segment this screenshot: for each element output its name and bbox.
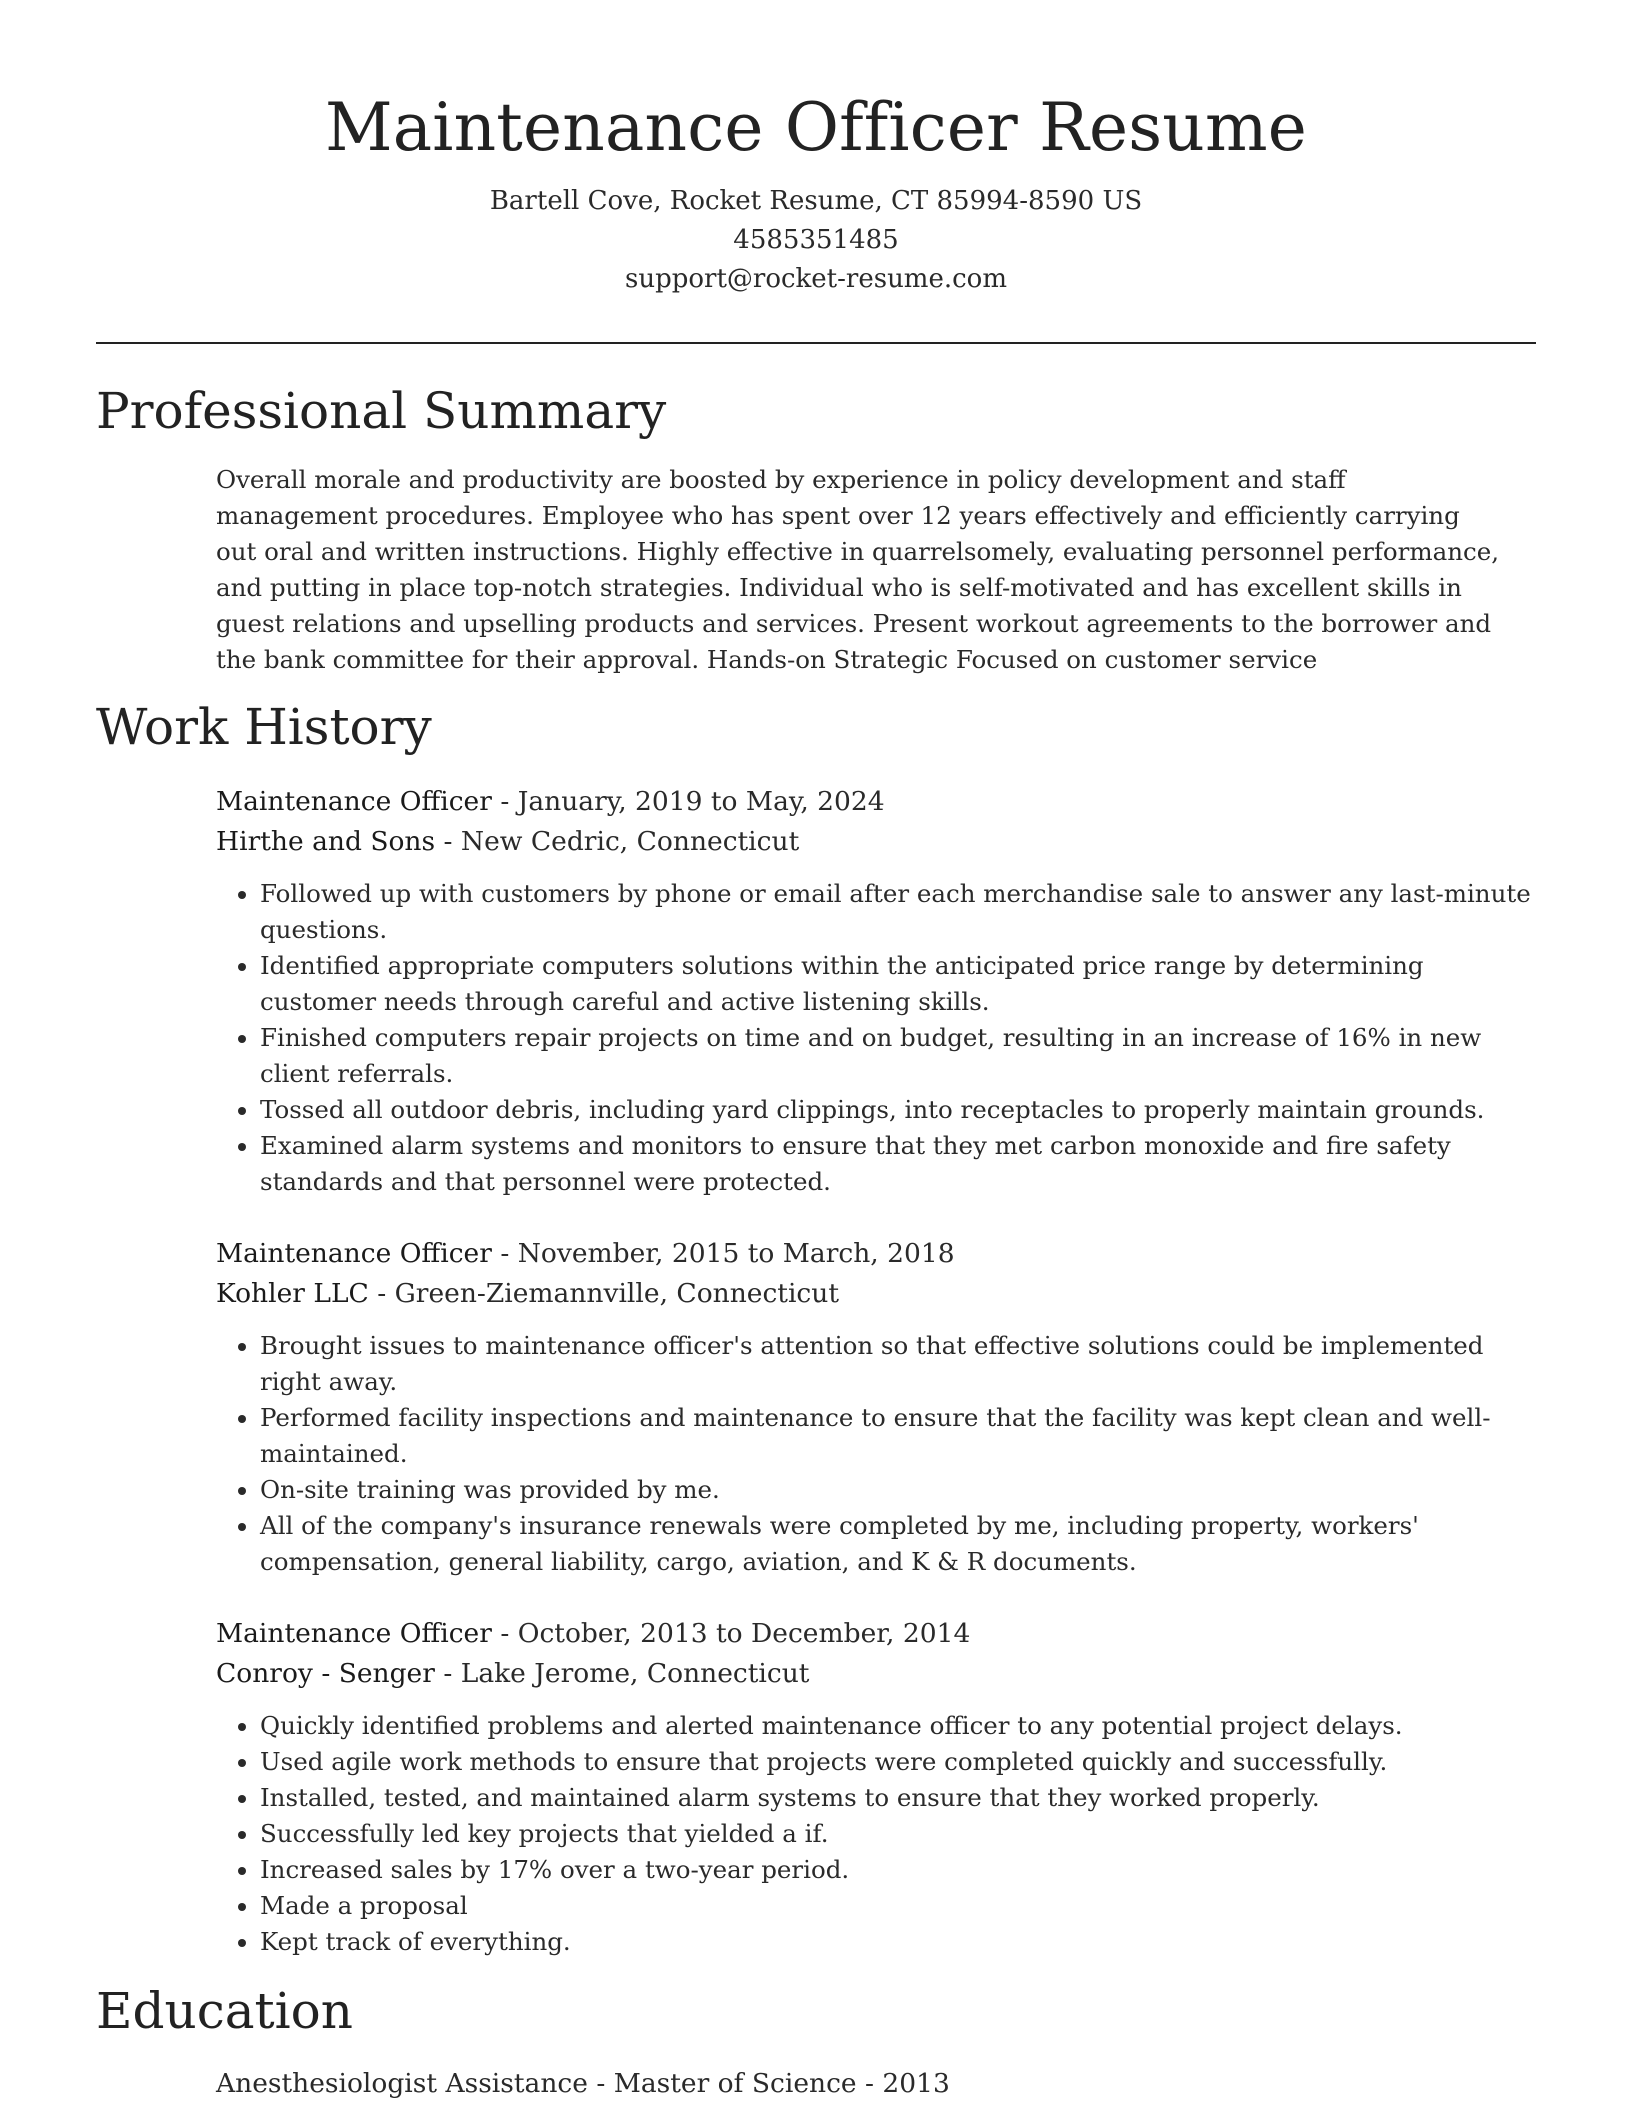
job-duty: • Examined alarm systems and monitors to ensure that they met carbon monoxide and fire safety standards and that personnel were protected.: [260, 1128, 1536, 1200]
summary-text: Overall morale and productivity are boosted by experience in policy development and staff management procedures. Employee who has spent over 12 years effectively and efficiently carrying out oral and written instructions. Highly effective in quarrelsomely, evaluating personnel performance, and putting in place top-notch strategies. Individual who is self-motivated and has excellent skills in guest relations and upselling products and services. Present workout agreements to the borrower and the bank committee for their approval. Hands-on Strategic Focused on customer service: [216, 465, 1499, 674]
job-entry: [216, 1234, 1536, 1580]
job-company-line: [216, 1274, 1536, 1314]
job-company: Hirthe and Sons: [216, 826, 436, 857]
job-company-line: [216, 822, 1536, 862]
job-dates: - January, 2019 to May, 2024: [491, 786, 885, 817]
job-entry: [216, 782, 1536, 1200]
contact-email: support@rocket-resume.com: [624, 264, 1007, 294]
education-heading: Education: [96, 1982, 353, 2040]
job-company: Kohler LLC: [216, 1278, 369, 1309]
job-title-line: [216, 1234, 1536, 1274]
job-duties-list: [216, 1328, 1536, 1580]
resume-header: [96, 82, 1536, 299]
job-company: Conroy - Senger: [216, 1658, 435, 1689]
job-entry: [216, 1614, 1536, 1960]
header-divider: [96, 342, 1536, 344]
summary-heading: Professional Summary: [96, 382, 667, 440]
job-duty: • All of the company's insurance renewals were completed by me, including property, workers' compensation, general liability, cargo, aviation, and K & R documents.: [260, 1508, 1536, 1580]
job-dates: - November, 2015 to March, 2018: [491, 1238, 955, 1269]
job-duty: • Kept track of everything.: [260, 1924, 1536, 1960]
job-title-line: [216, 782, 1536, 822]
job-duty: • Made a proposal: [260, 1888, 1536, 1924]
job-location: - Lake Jerome, Connecticut: [434, 1658, 810, 1689]
job-duty: • Installed, tested, and maintained alarm systems to ensure that they worked properly.: [260, 1780, 1536, 1816]
job-duty: • Quickly identified problems and alerted maintenance officer to any potential project delays.: [260, 1708, 1536, 1744]
contact-phone: 4585351485: [733, 225, 899, 255]
job-duty: • Performed facility inspections and maintenance to ensure that the facility was kept clean and well-maintained.: [260, 1400, 1536, 1472]
education-entry: Anesthesiologist Assistance - Master of Science - 2013: [216, 2068, 950, 2099]
job-duty: • Followed up with customers by phone or email after each merchandise sale to answer any last-minute questions.: [260, 876, 1536, 948]
job-location: - New Cedric, Connecticut: [435, 826, 800, 857]
job-duties-list: [216, 1708, 1536, 1960]
job-duty: • Used agile work methods to ensure that projects were completed quickly and successfully.: [260, 1744, 1536, 1780]
job-location: - Green-Ziemannville, Connecticut: [368, 1278, 839, 1309]
job-duties-list: [216, 876, 1536, 1200]
job-duty: • Successfully led key projects that yielded a if.: [260, 1816, 1536, 1852]
job-company-line: [216, 1654, 1536, 1694]
job-duty: • Brought issues to maintenance officer's attention so that effective solutions could be implemented right away.: [260, 1328, 1536, 1400]
contact-block: [96, 182, 1536, 299]
job-duty: • Identified appropriate computers solutions within the anticipated price range by determining customer needs through careful and active listening skills.: [260, 948, 1536, 1020]
job-dates: - October, 2013 to December, 2014: [491, 1618, 971, 1649]
job-duty: • Increased sales by 17% over a two-year period.: [260, 1852, 1536, 1888]
job-duty: • On-site training was provided by me.: [260, 1472, 1536, 1508]
job-title-line: [216, 1614, 1536, 1654]
job-title: Maintenance Officer: [216, 1238, 492, 1269]
resume-title: Maintenance Officer Resume: [324, 89, 1308, 166]
contact-address: Bartell Cove, Rocket Resume, CT 85994-8590 US: [489, 186, 1143, 216]
work-history-heading: Work History: [96, 698, 432, 756]
job-title: Maintenance Officer: [216, 786, 492, 817]
job-title: Maintenance Officer: [216, 1618, 492, 1649]
job-duty: • Finished computers repair projects on time and on budget, resulting in an increase of 16% in new client referrals.: [260, 1020, 1536, 1092]
job-duty: • Tossed all outdoor debris, including yard clippings, into receptacles to properly maintain grounds.: [260, 1092, 1536, 1128]
